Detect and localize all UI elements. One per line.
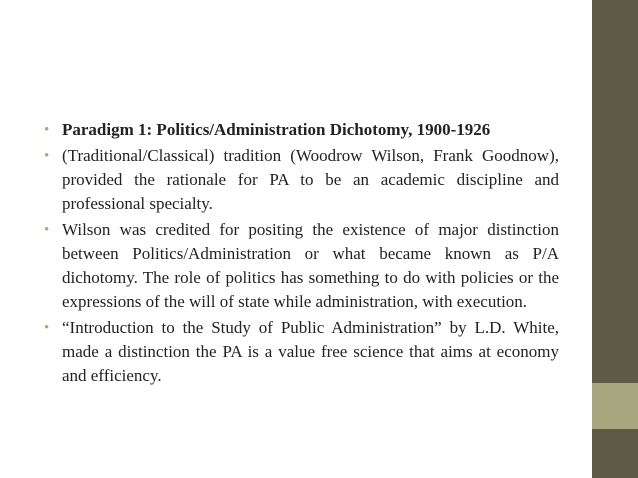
- bullet-text: Wilson was credited for positing the existence of major distinction between Politics/Administration or what became known as P/A dichotomy. The role of politics has something to do with policies or the expressions of the will of state while administration, with execution.: [62, 220, 559, 311]
- bullet-text: (Traditional/Classical) tradition (Woodrow Wilson, Frank Goodnow), provided the rationale for PA to be an academic discipline and professional specialty.: [62, 146, 559, 213]
- bullet-item-tradition: [44, 144, 559, 216]
- bullet-icon: •: [44, 320, 50, 336]
- bullet-item-white: [44, 316, 559, 388]
- sidebar-accent-block: [592, 383, 638, 429]
- bullet-text: “Introduction to the Study of Public Administration” by L.D. White, made a distinction the PA is a value free science that aims at economy and efficiency.: [62, 318, 559, 385]
- slide-content: [44, 118, 559, 390]
- bullet-icon: •: [44, 122, 50, 138]
- bullet-item-paradigm-1: [44, 118, 559, 142]
- bullet-item-wilson: [44, 218, 559, 314]
- bullet-icon: •: [44, 148, 50, 164]
- bullet-list: [44, 118, 559, 388]
- bullet-text: Paradigm 1: Politics/Administration Dichotomy, 1900-1926: [62, 120, 491, 139]
- bullet-icon: •: [44, 222, 50, 238]
